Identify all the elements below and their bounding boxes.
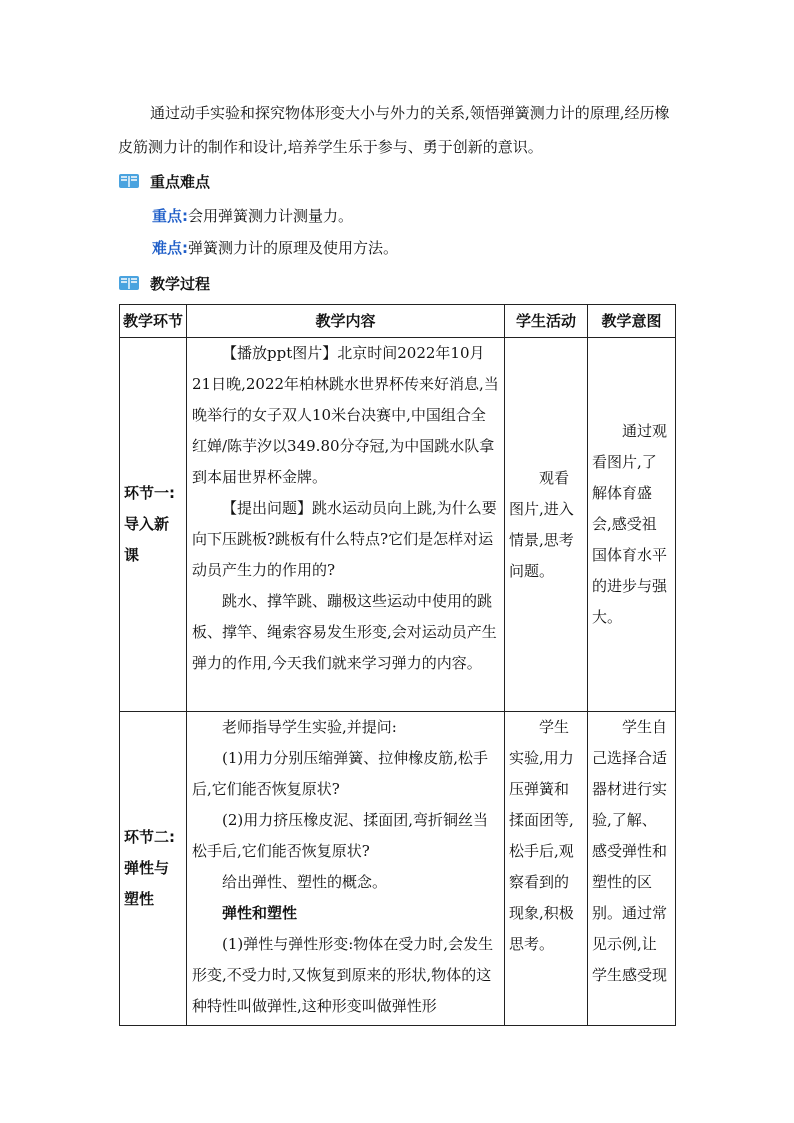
intro-paragraph: 通过动手实验和探究物体形变大小与外力的关系,领悟弹簧测力计的原理,经历橡皮筋测力计的制作和设计,培养学生乐于参与、勇于创新的意识。 <box>118 104 670 156</box>
activity-text: 观看图片,进入情景,思考问题。 <box>509 468 574 580</box>
stage-cell: 环节二:弹性与塑性 <box>120 712 187 1026</box>
focus-point <box>152 206 353 226</box>
content-paragraph: 老师指导学生实验,并提问: <box>222 718 397 736</box>
teaching-process-table <box>119 304 676 1026</box>
col-header-activity: 学生活动 <box>505 305 588 338</box>
content-cell <box>187 712 505 1026</box>
heading-process-title: 教学过程 <box>150 274 211 293</box>
content-paragraph: 【播放ppt图片】北京时间2022年10月21日晚,2022年柏林跳水世界杯传来好消息,当晚举行的女子双人10米台决赛中,中国组合全红婵/陈芋汐以349.80分夺冠,为中国跳水队拿到本届世界杯金牌。 <box>192 344 499 486</box>
focus-label: 重点: <box>152 207 188 225</box>
content-paragraph: 【提出问题】跳水运动员向上跳,为什么要向下压跳板?跳板有什么特点?它们是怎样对运动员产生力的作用的? <box>192 499 497 579</box>
content-paragraph: (2)用力挤压橡皮泥、揉面团,弯折铜丝当松手后,它们能否恢复原状? <box>192 811 489 860</box>
difficulty-text: 弹簧测力计的原理及使用方法。 <box>188 239 399 257</box>
book-icon <box>118 274 140 292</box>
content-subheading: 弹性和塑性 <box>222 904 298 922</box>
heading-key-points-title: 重点难点 <box>150 172 211 191</box>
activity-cell <box>505 338 588 712</box>
intent-cell <box>588 338 676 712</box>
activity-cell <box>505 712 588 1026</box>
difficulty-label: 难点: <box>152 239 188 257</box>
content-paragraph: (1)用力分别压缩弹簧、拉伸橡皮筋,松手后,它们能否恢复原状? <box>192 749 489 798</box>
heading-key-points <box>118 170 210 192</box>
stage-cell: 环节一:导入新课 <box>120 338 187 712</box>
focus-text: 会用弹簧测力计测量力。 <box>188 207 354 225</box>
col-header-content: 教学内容 <box>187 305 505 338</box>
intent-text: 通过观看图片,了解体育盛会,感受祖国体育水平的进步与强大。 <box>592 422 668 626</box>
intent-cell <box>588 712 676 1026</box>
col-header-intent: 教学意图 <box>588 305 676 338</box>
content-cell <box>187 338 505 712</box>
activity-text: 学生实验,用力压弹簧和揉面团等,松手后,观察看到的现象,积极思考。 <box>509 718 574 953</box>
intent-text: 学生自己选择合适器材进行实验,了解、感受弹性和塑性的区别。通过常见示例,让学生感受现 <box>592 718 668 984</box>
content-paragraph: 给出弹性、塑性的概念。 <box>222 873 388 891</box>
difficulty-point <box>152 238 398 258</box>
book-icon <box>118 172 140 190</box>
content-paragraph: 跳水、撑竿跳、蹦极这些运动中使用的跳板、撑竿、绳索容易发生形变,会对运动员产生弹力的作用,今天我们就来学习弹力的内容。 <box>192 592 497 672</box>
table-row <box>120 712 676 1026</box>
heading-process <box>118 272 210 294</box>
table-header-row <box>120 305 676 338</box>
col-header-stage: 教学环节 <box>120 305 187 338</box>
content-paragraph: (1)弹性与弹性形变:物体在受力时,会发生形变,不受力时,又恢复到原来的形状,物体的这种特性叫做弹性,这种形变叫做弹性形 <box>192 935 494 1015</box>
table-row <box>120 338 676 712</box>
